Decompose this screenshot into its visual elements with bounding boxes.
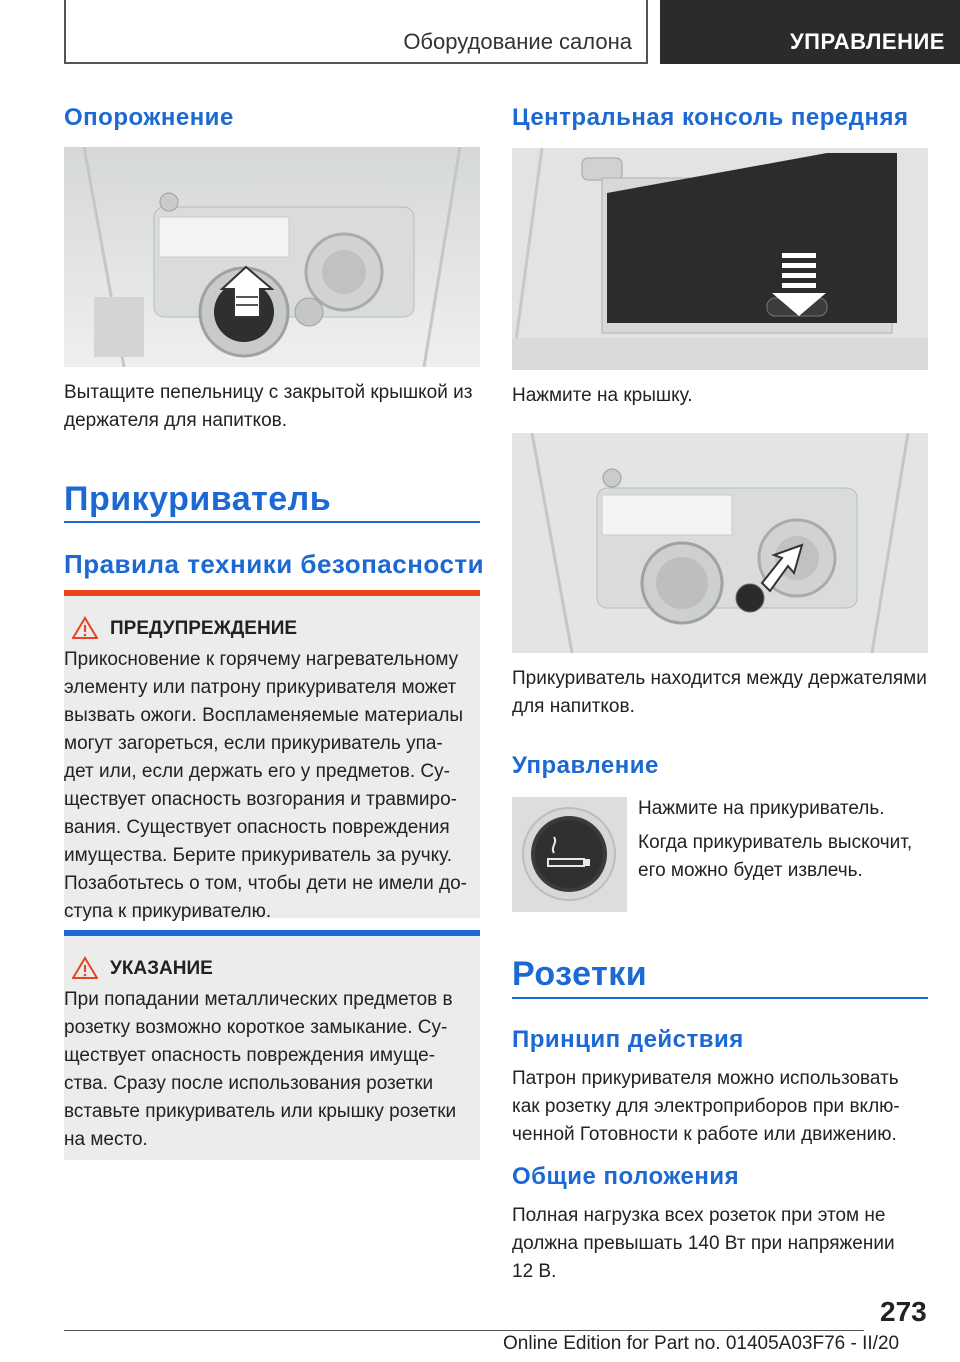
emptying-heading: Опорожнение — [64, 104, 234, 131]
text-line: ществует опасность повреждения имуще- — [64, 1045, 436, 1066]
warning-bar — [64, 590, 480, 596]
footer-rule — [64, 1330, 864, 1331]
text-line: Полная нагрузка всех розеток при этом не — [512, 1205, 886, 1226]
lighter-location-text — [512, 665, 928, 721]
text-line: могут загореться, если прикуриватель упа- — [64, 733, 443, 754]
notice-title: УКАЗАНИЕ — [110, 958, 213, 979]
lighter-location-illustration — [512, 433, 928, 653]
text-line: держателя для напитков. — [64, 410, 288, 431]
notice-box — [64, 930, 480, 1160]
warning-title: ПРЕДУПРЕЖДЕНИЕ — [110, 618, 298, 639]
principle-text — [512, 1065, 928, 1149]
lighter-location-photo — [512, 433, 928, 653]
text-line: ства. Сразу после использования розетки — [64, 1073, 434, 1094]
general-text — [512, 1202, 928, 1286]
general-heading: Общие положения — [512, 1163, 740, 1190]
text-line: При попадании металлических предметов в — [64, 989, 453, 1010]
text-line: Нажмите на прикуриватель. — [638, 798, 885, 819]
warning-text — [64, 646, 480, 926]
ashtray-illustration — [64, 147, 480, 367]
warning-box — [64, 590, 480, 922]
text-line: как розетку для электроприборов при вклю- — [512, 1096, 900, 1117]
ashtray-photo — [64, 147, 480, 367]
header-chapter-tab[interactable] — [660, 0, 960, 64]
edition-footer: Online Edition for Part no. 01405A03F76 - II/20 — [503, 1333, 900, 1354]
notice-bar — [64, 930, 480, 936]
text-line: его можно будет извлечь. — [638, 860, 863, 881]
page-number: 273 — [880, 1296, 927, 1327]
text-line: 12 В. — [512, 1261, 557, 1282]
text-line: ществует опасность возгорания и травмиро- — [64, 789, 458, 810]
text-line: элементу или патрону прикуривателя может — [64, 677, 457, 698]
operation-text — [638, 795, 928, 885]
text-line: ченной Готовности к работе или движению. — [512, 1124, 897, 1145]
sockets-title: Розетки — [512, 955, 648, 993]
text-line: Вытащите пепельницу с закрытой крышкой из — [64, 382, 473, 403]
press-cover-text — [512, 382, 928, 410]
text-line: розетку возможно короткое замыкание. Су- — [64, 1017, 448, 1038]
text-line: Когда прикуриватель выскочит, — [638, 832, 913, 853]
lighter-title: Прикуриватель — [64, 480, 332, 518]
cigarette-lighter-icon — [512, 797, 627, 912]
text-line: должна превышать 140 Вт при напряжении — [512, 1233, 895, 1254]
text-line: Нажмите на крышку. — [512, 385, 693, 406]
emptying-text — [64, 379, 480, 435]
text-line: вызвать ожоги. Воспламеняемые материалы — [64, 705, 464, 726]
header-chapter-title: УПРАВЛЕНИЕ — [790, 29, 945, 54]
console-cover-illustration — [512, 148, 928, 370]
principle-heading: Принцип действия — [512, 1026, 744, 1053]
text-line: Прикосновение к горячему нагревательному — [64, 649, 459, 670]
text-line: вания. Существует опасность повреждения — [64, 817, 450, 838]
title-rule — [512, 997, 928, 999]
title-rule — [64, 521, 480, 523]
notice-triangle-icon — [72, 956, 98, 980]
operation-heading: Управление — [512, 752, 659, 779]
text-line: ступа к прикуривателю. — [64, 901, 272, 922]
notice-text — [64, 986, 480, 1154]
lighter-button-photo — [512, 797, 627, 912]
text-line: для напитков. — [512, 696, 635, 717]
console-cover-photo — [512, 148, 928, 370]
header-section-title: Оборудование салона — [403, 29, 632, 54]
text-line: Патрон прикуривателя можно использовать — [512, 1068, 899, 1089]
text-line: Прикуриватель находится между держателями — [512, 668, 927, 689]
warning-triangle-icon — [72, 616, 98, 640]
text-line: Позаботьтесь о том, чтобы дети не имели до- — [64, 873, 467, 894]
safety-heading: Правила техники безопасности — [64, 549, 485, 579]
console-heading: Центральная консоль передняя — [512, 104, 909, 131]
text-line: на место. — [64, 1129, 148, 1150]
text-line: имущества. Берите прикуриватель за ручку. — [64, 845, 453, 866]
text-line: дет или, если держать его у предметов. Су- — [64, 761, 450, 782]
text-line: вставьте прикуриватель или крышку розетки — [64, 1101, 457, 1122]
header-section-box — [64, 0, 648, 64]
